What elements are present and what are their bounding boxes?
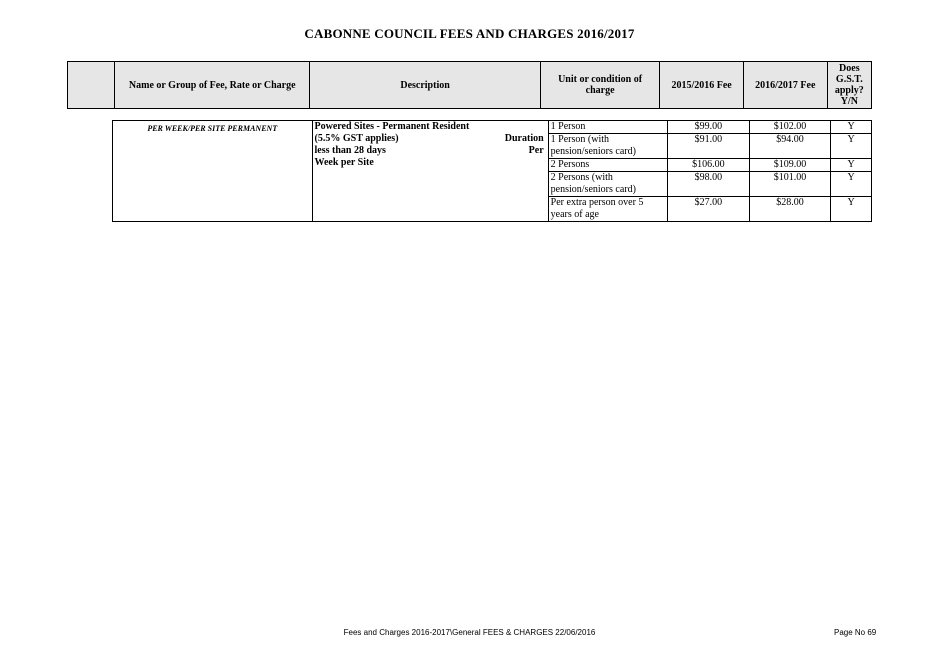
- header-fee-2016: 2016/2017 Fee: [743, 62, 827, 109]
- unit-cell: Per extra person over 5 years of age: [548, 197, 667, 222]
- table-row: [113, 121, 872, 134]
- header-fee-2015: 2015/2016 Fee: [660, 62, 744, 109]
- unit-cell: 1 Person: [548, 121, 667, 134]
- fees-table: [112, 120, 872, 222]
- column-header-table: [67, 61, 872, 109]
- gst-cell: Y: [831, 172, 872, 197]
- description-line: Week per Site: [314, 157, 374, 168]
- unit-cell: 2 Persons: [548, 159, 667, 172]
- gst-cell: Y: [831, 134, 872, 159]
- gst-cell: Y: [831, 197, 872, 222]
- description-duration: Duration: [504, 133, 544, 144]
- unit-cell: 2 Persons (with pension/seniors card): [548, 172, 667, 197]
- fee-2016-cell: $109.00: [749, 159, 831, 172]
- description-line: less than 28 days Per: [314, 145, 544, 156]
- fee-2015-cell: $27.00: [668, 197, 750, 222]
- description-line: (5.5% GST applies) Duration: [314, 133, 544, 144]
- fee-2016-cell: $102.00: [749, 121, 831, 134]
- fee-2015-cell: $91.00: [668, 134, 750, 159]
- header-gst: Does G.S.T. apply? Y/N: [827, 62, 871, 109]
- description-line: Powered Sites - Permanent Resident: [314, 121, 470, 132]
- fee-2016-cell: $101.00: [749, 172, 831, 197]
- fee-2016-cell: $28.00: [749, 197, 831, 222]
- fee-group-name: PER WEEK/PER SITE PERMANENT: [113, 121, 313, 222]
- fee-2015-cell: $98.00: [668, 172, 750, 197]
- fee-2015-cell: $99.00: [668, 121, 750, 134]
- header-blank-cell: [68, 62, 115, 109]
- fee-2015-cell: $106.00: [668, 159, 750, 172]
- fee-2016-cell: $94.00: [749, 134, 831, 159]
- gst-cell: Y: [831, 159, 872, 172]
- fee-description: [312, 121, 548, 222]
- footer-document-path: Fees and Charges 2016-2017\General FEES & CHARGES 22/06/2016: [343, 628, 596, 637]
- header-description: Description: [310, 62, 541, 109]
- description-per: Per: [528, 145, 544, 156]
- header-unit: Unit or condition of charge: [540, 62, 659, 109]
- footer-page-number: Page No 69: [834, 628, 877, 637]
- page-title: CABONNE COUNCIL FEES AND CHARGES 2016/2017: [304, 26, 635, 41]
- gst-cell: Y: [831, 121, 872, 134]
- header-name: Name or Group of Fee, Rate or Charge: [115, 62, 310, 109]
- unit-cell: 1 Person (with pension/seniors card): [548, 134, 667, 159]
